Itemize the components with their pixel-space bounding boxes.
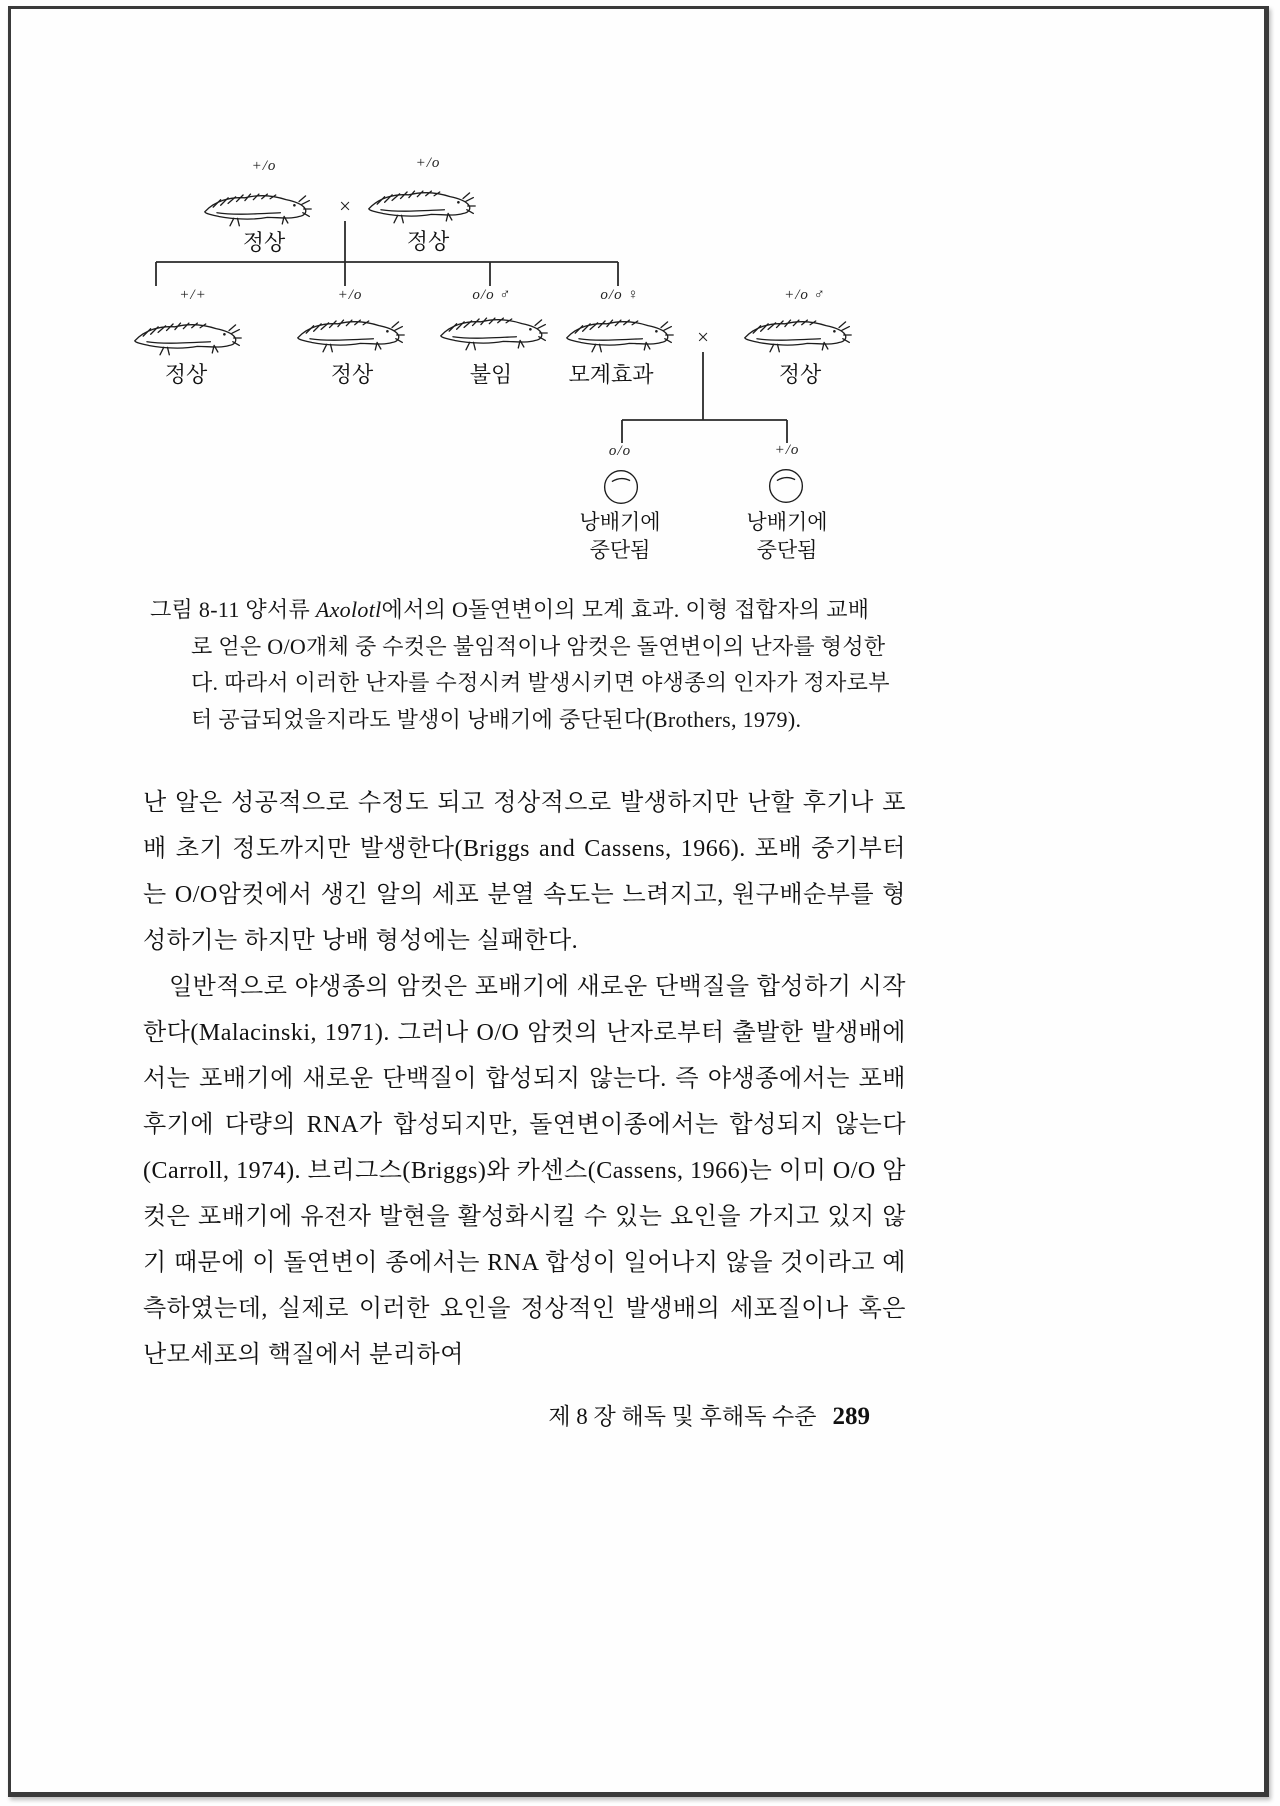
phenotype-label-offspring-3: 불임 bbox=[469, 362, 513, 387]
figure-caption-line-3: 다. 따라서 이러한 난자를 수정시켜 발생시키면 야생종의 인자가 정자로부 bbox=[191, 670, 890, 695]
axolotl-icon bbox=[742, 314, 854, 356]
egg-icon bbox=[766, 466, 806, 506]
axolotl-icon bbox=[132, 317, 244, 359]
running-footer-chapter-title: 제 8 장 해독 및 후해독 수준 bbox=[548, 1404, 817, 1429]
phenotype-label-offspring-5: 정상 bbox=[778, 362, 822, 387]
caption-species-italic: Axolotl bbox=[315, 597, 382, 622]
genotype-label-offspring-5: +/o ♂ bbox=[784, 287, 826, 303]
caption-text: 에서의 O돌연변이의 모계 효과. 이형 접합자의 교배 bbox=[381, 597, 870, 622]
phenotype-label-parent-2: 정상 bbox=[406, 229, 450, 254]
genotype-label-offspring-2: +/o bbox=[337, 287, 363, 303]
phenotype-label-offspring-2: 정상 bbox=[330, 362, 374, 387]
egg-result-line: 낭배기에 bbox=[579, 510, 661, 534]
egg-result-line: 낭배기에 bbox=[746, 510, 828, 534]
genotype-label-parent-1: +/o bbox=[251, 158, 277, 174]
egg-result-label-2 bbox=[727, 508, 847, 564]
figure-caption-line-1 bbox=[150, 592, 930, 629]
egg-result-line: 중단됨 bbox=[756, 538, 818, 562]
figure-caption-line-4: 터 공급되었을지라도 발생이 낭배기에 중단된다(Brothers, 1979). bbox=[191, 706, 802, 732]
body-paragraph-1: 난 알은 성공적으로 수정도 되고 정상적으로 발생하지만 난할 후기나 포배 초기 정도까지만 발생한다(Briggs and Cassens, 1966). 포배 중기부터는 O/O암컷에서 생긴 알의 세포 분열 속도는 느려지고, 원구배순부를 형성하기는 하지만 낭배 형성에는 실패한다. bbox=[143, 790, 906, 954]
genotype-label-offspring-1: +/+ bbox=[179, 287, 207, 303]
genotype-label-egg-1: o/o bbox=[608, 443, 632, 459]
genotype-label-parent-2: +/o bbox=[415, 155, 441, 171]
body-paragraph-2: 일반적으로 야생종의 암컷은 포배기에 새로운 단백질을 합성하기 시작한다(Malacinski, 1971). 그러나 O/O 암컷의 난자로부터 출발한 발생배에서는 포배기에 새로운 단백질이 합성되지 않는다. 즉 야생종에서는 포배 후기에 다량의 RNA가 합성되지만, 돌연변이종에서는 합성되지 않는다(Carroll, 1974). 브리그스(Briggs)와 카센스(Cassens, 1966)는 이미 O/O 암컷은 포배기에 유전자 발현을 활성화시킬 수 있는 요인을 가지고 있지 않기 때문에 이 돌연변이 종에서는 RNA 합성이 일어나지 않을 것이라고 예측하였는데, 실제로 이러한 요인을 정상적인 발생배의 세포질이나 혹은 난모세포의 핵질에서 분리하여 bbox=[143, 974, 906, 1368]
figure-caption bbox=[150, 592, 930, 738]
genotype-label-offspring-4: o/o ♀ bbox=[600, 287, 640, 303]
cross-symbol-backcross: × bbox=[697, 325, 709, 349]
phenotype-label-parent-1: 정상 bbox=[242, 230, 286, 255]
caption-text: 그림 8-11 양서류 bbox=[150, 597, 316, 622]
egg-result-label-1 bbox=[560, 508, 680, 564]
pedigree-diagram bbox=[0, 0, 1280, 600]
axolotl-icon bbox=[564, 314, 676, 356]
page-footer bbox=[143, 1398, 870, 1431]
body-text bbox=[143, 780, 906, 1378]
axolotl-icon bbox=[295, 314, 407, 356]
figure-caption-line-2: 로 얻은 O/O개체 중 수컷은 불임적이나 암컷은 돌연변이의 난자를 형성한 bbox=[191, 633, 886, 659]
phenotype-label-offspring-1: 정상 bbox=[164, 362, 208, 387]
phenotype-label-offspring-4: 모계효과 bbox=[568, 362, 654, 387]
axolotl-icon bbox=[438, 312, 550, 354]
axolotl-icon bbox=[202, 188, 314, 230]
axolotl-icon bbox=[366, 185, 478, 227]
genotype-label-egg-2: +/o bbox=[774, 442, 800, 458]
page-number: 289 bbox=[832, 1403, 870, 1430]
egg-result-line: 중단됨 bbox=[589, 538, 651, 562]
egg-icon bbox=[601, 467, 641, 507]
genotype-label-offspring-3: o/o ♂ bbox=[472, 287, 512, 303]
cross-symbol-parents: × bbox=[339, 194, 351, 218]
